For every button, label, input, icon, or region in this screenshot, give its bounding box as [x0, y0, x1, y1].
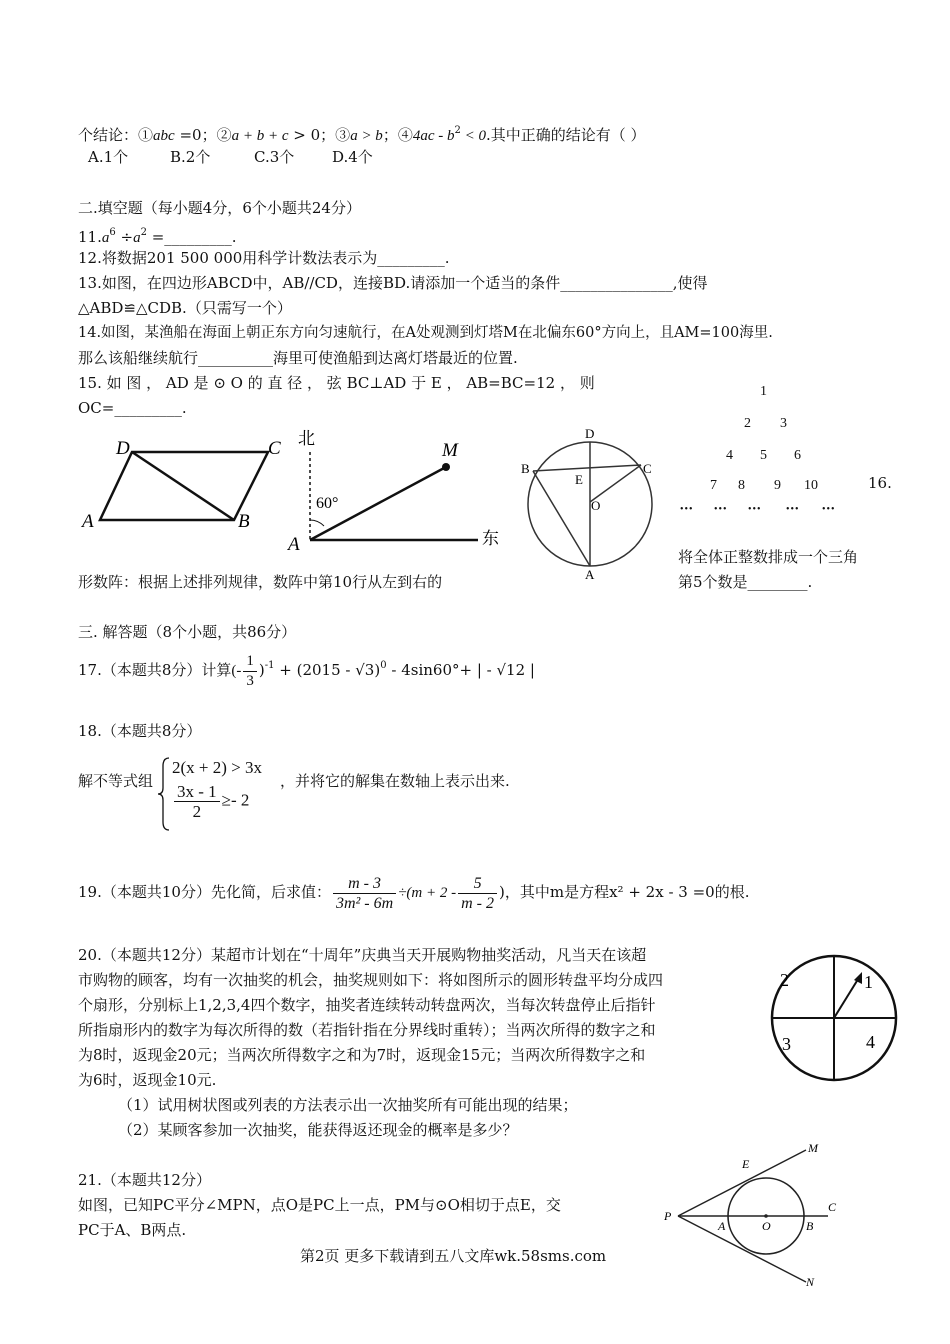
label-d: D — [116, 438, 130, 459]
chord-bc — [533, 465, 641, 471]
label-e: E — [742, 1157, 750, 1171]
dots: ••• — [786, 504, 800, 515]
q17-a1: (- — [231, 663, 242, 679]
q16-right1: 将全体正整数排成一个三角 — [678, 548, 859, 566]
q19-mid: ÷(m + 2 - — [398, 885, 457, 901]
center-o — [764, 1214, 768, 1218]
q18-head: 18.（本题共8分） — [78, 722, 202, 740]
c1: ① — [138, 126, 154, 144]
c3: ③ — [335, 126, 351, 144]
q17-a2: ) — [258, 661, 265, 679]
c4-tail: < 0 — [460, 128, 486, 144]
q20-sub1: （1）试用树状图或列表的方法表示出一次抽奖所有可能出现的结果； — [118, 1096, 578, 1114]
number-triangle — [676, 384, 856, 524]
q18-ineq1: 2(x + 2) > 3x — [172, 758, 262, 777]
q11 — [78, 222, 237, 249]
tri-num: 3 — [780, 416, 787, 431]
q19-f2-den: m - 2 — [461, 894, 495, 912]
q20-line: 个扇形，分别标上1,2,3,4四个数字，抽奖者连续转动转盘两次，当每次转盘停止后指针 — [78, 996, 656, 1014]
tri-num: 6 — [794, 448, 801, 463]
q11-e2: 2 — [140, 227, 147, 238]
q20-line: 为8时，返现金20元；当两次所得数字之和为7时，返现金15元；当两次所得数字之和 — [78, 1046, 646, 1064]
section2-title: 二.填空题（每小题4分，6个小题共24分） — [78, 199, 361, 217]
q19-close: ) — [499, 883, 505, 901]
label-a: A — [82, 511, 94, 532]
line-pn — [678, 1216, 806, 1282]
label-b: B — [806, 1219, 814, 1233]
label-a: A — [718, 1219, 726, 1233]
q17 — [78, 646, 535, 691]
sector-3: 3 — [782, 1034, 791, 1054]
q11-a: a — [101, 230, 110, 246]
q18-system — [172, 756, 262, 821]
north-label: 北 — [298, 429, 315, 448]
label-n: N — [806, 1275, 815, 1288]
q17-lead: 17.（本题共8分）计算 — [78, 661, 232, 679]
q18-frac — [174, 782, 220, 821]
option-d: D.4个 — [332, 148, 373, 166]
label-b: B — [238, 511, 250, 532]
q20-line: 为6时，返现金10元. — [78, 1071, 217, 1089]
dots: ••• — [822, 504, 836, 515]
c3-expr: a > b — [350, 128, 383, 144]
label-e: E — [575, 472, 583, 487]
angle-label: 60° — [316, 495, 339, 512]
q12: 12.将数据201 500 000用科学计数法表示为_________. — [78, 249, 450, 267]
label-o: O — [762, 1219, 771, 1233]
tri-num: 7 — [710, 478, 717, 493]
c4-expr: 4ac - b — [412, 128, 455, 144]
q10-end: .其中正确的结论有（ ） — [486, 126, 646, 144]
q13-line2: △ABD≌△CDB.（只需写一个） — [78, 299, 292, 317]
c2-expr: a + b + c — [231, 128, 289, 144]
q19-tail: ，其中m是方程x² + 2x - 3 =0的根. — [504, 883, 750, 901]
q20-line: 市购物的顾客，均有一次抽奖的机会，抽奖规则如下：将如图所示的圆形转盘平均分成四 — [78, 971, 664, 989]
q17-e1: -1 — [264, 660, 275, 671]
option-c: C.3个 — [254, 148, 295, 166]
q17-num: 1 — [243, 652, 257, 672]
q15-line2: OC=_________. — [78, 399, 187, 417]
label-a: A — [585, 567, 595, 582]
q19-f1-den: 3m² - 6m — [335, 894, 394, 912]
sector-4: 4 — [866, 1032, 875, 1052]
tri-num: 1 — [760, 384, 767, 399]
tangent-figure — [660, 1138, 850, 1288]
quadrilateral-figure — [76, 432, 296, 542]
q19-frac1 — [333, 874, 396, 913]
option-b: B.2个 — [170, 148, 211, 166]
circle-figure — [515, 424, 665, 584]
c2: ② — [216, 126, 232, 144]
q14-line2: 那么该船继续航行__________海里可使渔船到达离灯塔最近的位置. — [78, 349, 518, 367]
tri-num: 4 — [726, 448, 733, 463]
brace-icon — [156, 756, 172, 832]
angle-arc — [310, 520, 324, 526]
q17-b: + (2015 - √3) — [274, 661, 381, 679]
q21-head: 21.（本题共12分） — [78, 1171, 211, 1189]
q18-ineq2-tail: ≥- 2 — [221, 790, 250, 810]
q17-den: 3 — [246, 672, 254, 689]
label-c: C — [268, 438, 281, 459]
spinner-figure — [752, 948, 916, 1088]
label-c: C — [828, 1200, 837, 1214]
dots: ••• — [748, 504, 762, 515]
c2-tail: > 0； — [288, 126, 336, 144]
c1-expr: abc — [153, 128, 175, 144]
q18-num: 3x - 1 — [174, 782, 220, 802]
diagonal-bd — [132, 452, 234, 520]
segment-oc — [590, 465, 641, 502]
q14-line1: 14.如图，某渔船在海面上朝正东方向匀速航行，在A处观测到灯塔M在北偏东60°方向上，且AM=100海里. — [78, 325, 773, 341]
lighthouse-m — [442, 463, 450, 471]
q19-frac2 — [458, 874, 497, 913]
q19-f2-num: 5 — [458, 874, 497, 894]
page-footer: 第2页 更多下载请到五八文库wk.58sms.com — [300, 1247, 607, 1265]
q19-lead: 19.（本题共10分）先化简，后求值： — [78, 883, 331, 901]
q18-den: 2 — [192, 802, 202, 821]
q18-lead: 解不等式组 — [78, 772, 154, 790]
tri-num: 5 — [760, 448, 767, 463]
q17-c: - 4sin60°+ | - √12 | — [386, 661, 535, 679]
q21-line2: PC于A、B两点. — [78, 1221, 187, 1239]
dots: ••• — [714, 504, 728, 515]
label-b: B — [521, 461, 530, 476]
q11-b: a — [133, 230, 141, 246]
label-d: D — [585, 426, 595, 441]
c4: ④ — [397, 126, 413, 144]
q11-num: 11. — [78, 228, 102, 246]
dots: ••• — [680, 504, 694, 515]
sector-1: 1 — [864, 972, 873, 992]
label-m: M — [442, 440, 458, 461]
c1-tail: =0； — [174, 126, 217, 144]
q15-line1: 15. 如 图 ， AD 是 ⊙ O 的 直 径 ， 弦 BC⊥AD 于 E ， AB=BC=12 ， 则 — [78, 374, 595, 392]
sector-2: 2 — [780, 970, 789, 990]
q10-options — [88, 146, 373, 168]
east-label: 东 — [482, 529, 499, 548]
tri-num: 9 — [774, 478, 781, 493]
q19 — [78, 870, 749, 915]
q17-e2: 0 — [380, 660, 387, 671]
q16-num: 16. — [868, 474, 892, 492]
q10-lead: 个结论： — [78, 126, 139, 144]
q21-line1: 如图，已知PC平分∠MPN，点O是PC上一点，PM与⊙O相切于点E，交 — [78, 1196, 561, 1214]
q13-line1: 13.如图，在四边形ABCD中，AB//CD，连接BD.请添加一个适当的条件_______________,使得 — [78, 274, 708, 292]
q19-f1-num: m - 3 — [333, 874, 396, 894]
q18-ineq2 — [172, 782, 262, 821]
q16-left: 形数阵：根据上述排列规律，数阵中第10行从左到右的 — [78, 573, 443, 591]
q11-e1: 6 — [109, 227, 116, 238]
tri-num: 8 — [738, 478, 745, 493]
tri-num: 2 — [744, 416, 751, 431]
q10-conclusions — [78, 120, 646, 147]
option-a: A.1个 — [88, 148, 129, 166]
q20-sub2: （2）某顾客参加一次抽奖，能获得返还现金的概率是多少？ — [118, 1121, 518, 1139]
q17-frac — [243, 652, 257, 691]
q20-line: 20.（本题共12分）某超市计划在“十周年”庆典当天开展购物抽奖活动，凡当天在该超 — [78, 946, 647, 964]
pointer-line — [834, 976, 860, 1018]
q16-right2: 第5个数是________. — [678, 573, 813, 591]
q11-tail: =_________. — [146, 228, 237, 246]
q11-div: ÷ — [115, 228, 134, 246]
label-c: C — [643, 461, 652, 476]
label-o: O — [591, 498, 601, 513]
compass-figure — [282, 424, 507, 556]
label-p: P — [664, 1209, 672, 1223]
label-m: M — [808, 1141, 818, 1155]
q18-tail: ，并将它的解集在数轴上表示出来. — [280, 772, 510, 790]
section3-title: 三. 解答题（8个小题，共86分） — [78, 623, 297, 641]
tri-num: 10 — [804, 478, 818, 493]
c4-exp: 2 — [454, 125, 461, 136]
c3-tail: ； — [382, 126, 398, 144]
q20-line: 所指扇形内的数字为每次所得的数（若指针指在分界线时重转）；当两次所得的数字之和 — [78, 1021, 656, 1039]
label-a: A — [288, 534, 300, 555]
